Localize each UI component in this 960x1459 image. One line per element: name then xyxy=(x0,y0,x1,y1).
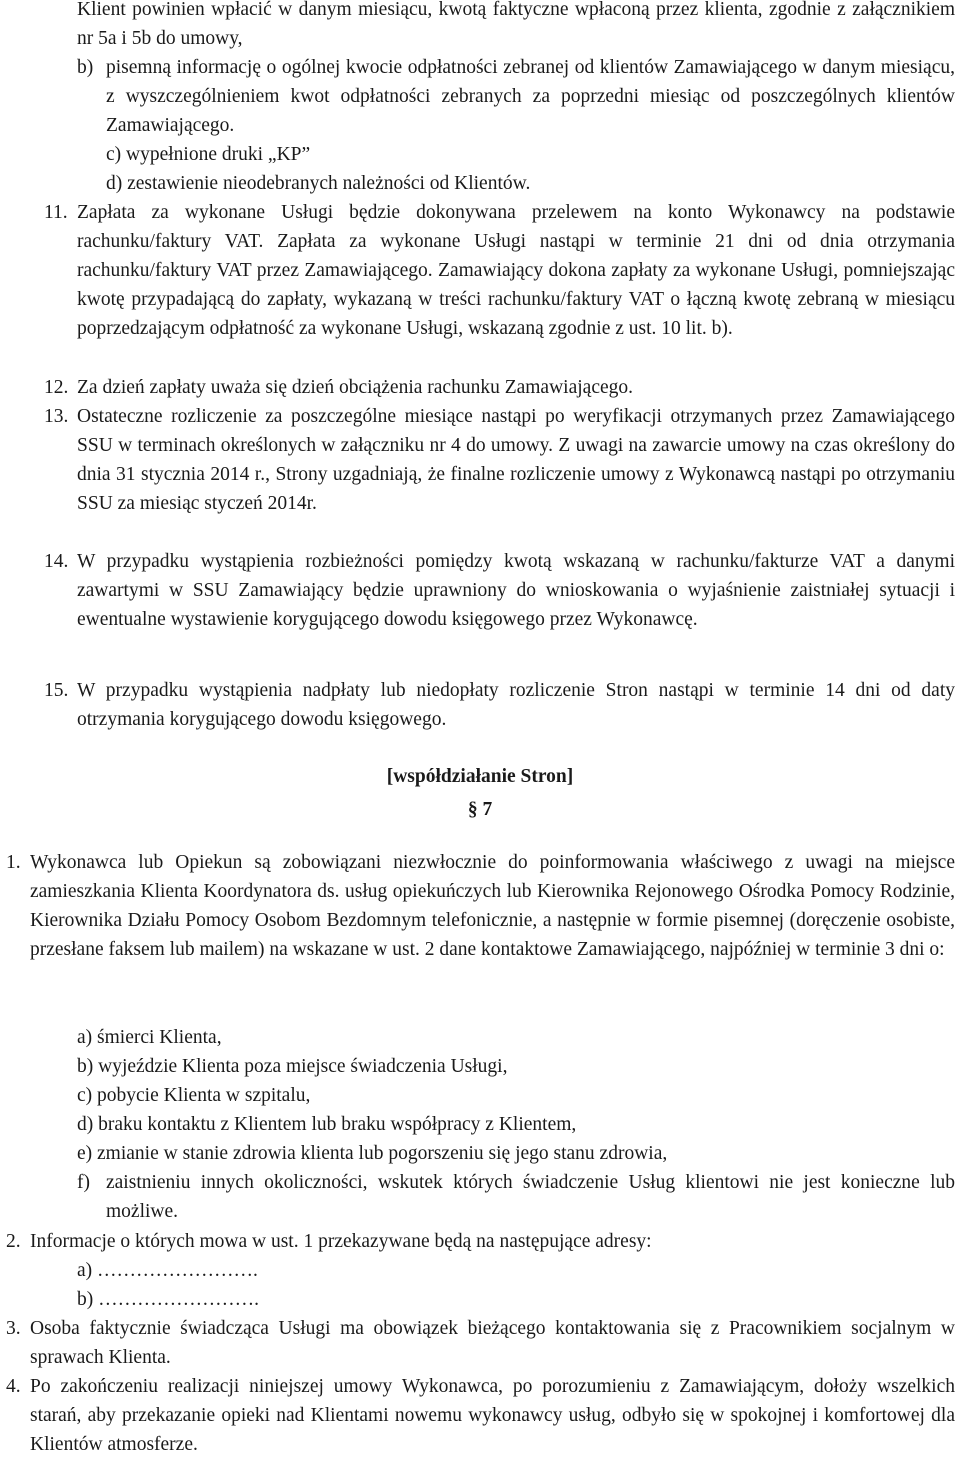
s7-item-3-text: Osoba faktycznie świadcząca Usługi ma obowiązek bieżącego kontaktowania się z Pracownikiem socjalnym w sprawach Klienta. xyxy=(30,1318,955,1369)
paragraph-13-text xyxy=(77,402,955,518)
item-b-label: b) xyxy=(77,57,94,78)
paragraph-15-number: 15. xyxy=(44,680,69,701)
s7-item-4-text: Po zakończeniu realizacji niniejszej umowy Wykonawca, po porozumieniu z Zamawiającym, dołoży wszelkich starań, aby przekazanie opieki nad Klientami nowemu wykonawcy usług, odbyło się w spokojnej i komfortowej dla Klientów atmosferze. xyxy=(30,1376,955,1456)
section-paragraph-mark: § 7 xyxy=(467,799,493,820)
s7-subitem-c: c) pobycie Klienta w szpitalu, xyxy=(77,1085,311,1106)
s7-item-1-text: Wykonawca lub Opiekun są zobowiązani niezwłocznie do poinformowania właściwego z uwagi na miejsce zamieszkania Klienta Koordynatora ds. usług opiekuńczych lub Kierownika Rejonowego Ośrodka Pomocy Rodzinie, Kierownika Działu Pomocy Osobom Bezdomnym telefonicznie, a następnie w formie pisemnej (doręczenie osobiste, przesłane faksem lub mailem) na wskazane w ust. 2 dane kontaktowe Zamawiającego, najpóźniej w terminie 3 dni o: xyxy=(30,852,955,961)
item-b-text: pisemną informację o ogólnej kwocie odpłatności zebranej od klientów Zamawiającego w danym miesiącu, z wyszczególnieniem kwot odpłatności zebranych za poprzedni miesiąc od poszczególnych klientów Zamawiającego. xyxy=(106,57,955,137)
s7-subitem-f-label: f) xyxy=(77,1172,90,1193)
item-d-text: d) zestawienie nieodebranych należności od Klientów. xyxy=(106,173,531,194)
s7-subitem-f-text: zaistnieniu innych okoliczności, wskutek których świadczenie Usług klientowi nie jest konieczne lub możliwe. xyxy=(106,1172,955,1223)
paragraph-13-text-before: Ostateczne rozliczenie za poszczególne miesiące nastąpi po weryfikacji otrzymanych przez Zamawiającego SSU w terminach określonych w załączniku nr 4 do umowy. Z uwagi na zawarcie umowy na czas określony do dnia 31 stycznia 2014 r. xyxy=(77,406,955,486)
s7-item-2-text: Informacje o których mowa w ust. 1 przekazywane będą na następujące adresy: xyxy=(30,1231,652,1252)
s7-subitem-e: e) zmianie w stanie zdrowia klienta lub pogorszeniu się jego stanu zdrowia, xyxy=(77,1143,668,1164)
item-c-text: c) wypełnione druki „KP” xyxy=(106,144,311,165)
paragraph-13-number: 13. xyxy=(44,406,69,427)
address-a-placeholder: a) ……………………. xyxy=(77,1260,258,1281)
paragraph-12-number: 12. xyxy=(44,377,69,398)
s7-item-1-number: 1. xyxy=(6,852,21,873)
paragraph-10-continuation: Klient powinien wpłacić w danym miesiącu, kwotą faktyczne wpłaconą przez klienta, zgodnie z załącznikiem nr 5a i 5b do umowy, xyxy=(77,0,955,50)
paragraph-11-text: Zapłata za wykonane Usługi będzie dokonywana przelewem na konto Wykonawcy na podstawie rachunku/faktury VAT. Zapłata za wykonane Usługi nastąpi w terminie 21 dni od dnia otrzymania rachunku/faktury VAT przez Zamawiającego. Zamawiający dokona zapłaty za wykonane Usługi, pomniejszając kwotę przypadającą do zapłaty, wykazaną w treści rachunku/faktury VAT o łączną kwotę zebraną w miesiącu poprzedzającym odpłatność za wykonane Usługi, wskazaną zgodnie z ust. 10 lit. b). xyxy=(77,202,955,340)
paragraph-12-text: Za dzień zapłaty uważa się dzień obciążenia rachunku Zamawiającego. xyxy=(77,377,633,398)
paragraph-13-text-after: , Strony uzgadniają, że finalne rozliczenie umowy z Wykonawcą nastąpi po otrzymaniu SSU za miesiąc styczeń 2014r. xyxy=(77,464,955,515)
address-b-placeholder: b) ……………………. xyxy=(77,1289,259,1310)
s7-item-4-number: 4. xyxy=(6,1376,21,1397)
paragraph-11-number: 11. xyxy=(44,202,68,223)
paragraph-14-number: 14. xyxy=(44,551,69,572)
s7-subitem-d: d) braku kontaktu z Klientem lub braku współpracy z Klientem, xyxy=(77,1114,577,1135)
s7-subitem-a: a) śmierci Klienta, xyxy=(77,1027,222,1048)
s7-subitem-b: b) wyjeździe Klienta poza miejsce świadczenia Usługi, xyxy=(77,1056,508,1077)
s7-item-2-number: 2. xyxy=(6,1231,21,1252)
section-heading: [współdziałanie Stron] xyxy=(386,766,574,787)
paragraph-14-text: W przypadku wystąpienia rozbieżności pomiędzy kwotą wskazaną w rachunku/fakturze VAT a danymi zawartymi w SSU Zamawiający będzie uprawniony do wnioskowania o wyjaśnienie zaistniałej sytuacji i ewentualne wystawienie korygującego dowodu księgowego przez Wykonawcę. xyxy=(77,551,955,631)
s7-item-3-number: 3. xyxy=(6,1318,21,1339)
paragraph-15-text: W przypadku wystąpienia nadpłaty lub niedopłaty rozliczenie Stron nastąpi w terminie 14 dni od daty otrzymania korygującego dowodu księgowego. xyxy=(77,680,955,731)
